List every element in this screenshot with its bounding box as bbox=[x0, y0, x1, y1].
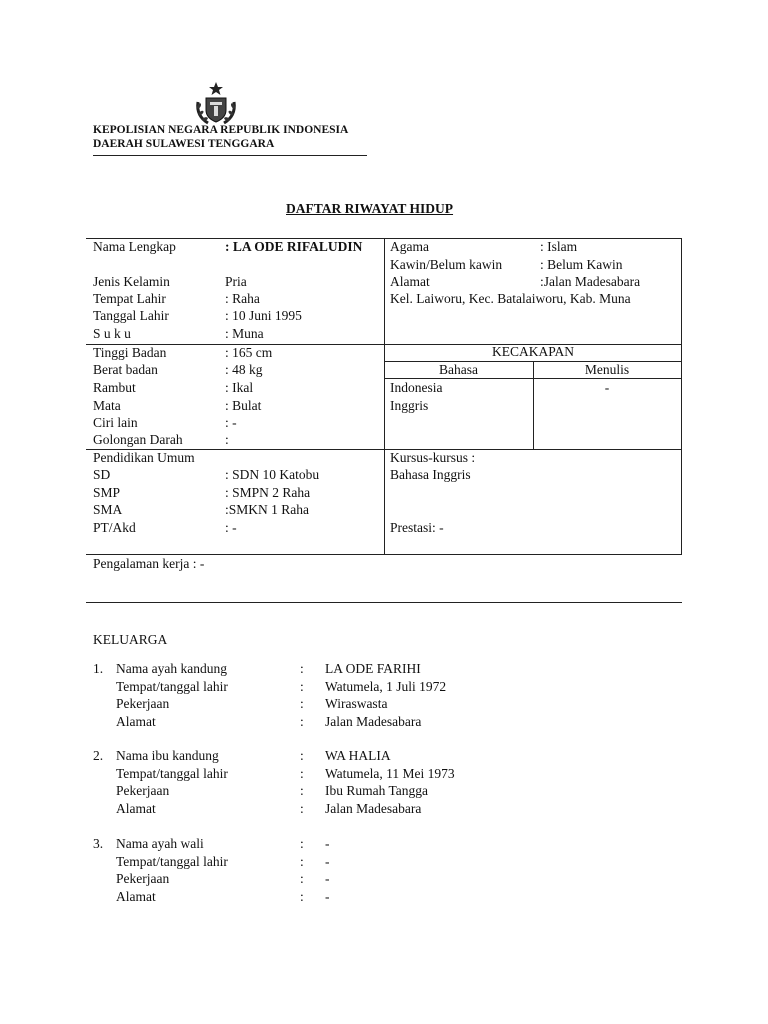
header-underline bbox=[93, 155, 367, 156]
birthdate-value: : 10 Juni 1995 bbox=[225, 308, 302, 323]
work-experience: Pengalaman kerja : - bbox=[93, 556, 205, 571]
family-field-separator: : bbox=[300, 678, 304, 694]
religion-label: Agama bbox=[390, 239, 429, 254]
address-label: Alamat bbox=[390, 274, 430, 289]
org-line-1: KEPOLISIAN NEGARA REPUBLIK INDONESIA bbox=[93, 124, 349, 136]
family-field-separator: : bbox=[300, 765, 304, 781]
sd-label: SD bbox=[93, 467, 111, 482]
family-field-label: Alamat bbox=[116, 888, 156, 904]
family-field-separator: : bbox=[300, 800, 304, 816]
family-item-number: 3. bbox=[93, 836, 104, 851]
family-item-number: 2. bbox=[93, 748, 104, 763]
family-field-label: Nama ibu kandung bbox=[116, 748, 219, 763]
family-field-separator: : bbox=[300, 748, 304, 763]
hair-label: Rambut bbox=[93, 380, 136, 395]
table-right-border bbox=[681, 238, 682, 554]
religion-value: : Islam bbox=[540, 239, 578, 254]
family-field-value: Ibu Rumah Tangga bbox=[325, 783, 429, 798]
family-field-separator: : bbox=[300, 871, 304, 886]
table-bottom-border bbox=[86, 602, 682, 603]
family-field-value: - bbox=[325, 836, 330, 851]
sma-label: SMA bbox=[93, 502, 123, 517]
family-field-label: Nama ayah kandung bbox=[116, 661, 227, 676]
table-center-divider bbox=[384, 238, 385, 554]
family-field-label: Tempat/tanggal lahir bbox=[116, 765, 228, 781]
skills-heading: KECAKAPAN bbox=[491, 344, 574, 359]
hair-value: : Ikal bbox=[225, 380, 254, 395]
family-field-value: Jalan Madesabara bbox=[325, 713, 422, 729]
address-line-2: Kel. Laiworu, Kec. Batalaiworu, Kab. Muna bbox=[390, 291, 631, 306]
gender-label: Jenis Kelamin bbox=[93, 274, 170, 289]
family-field-separator: : bbox=[300, 853, 304, 869]
height-label: Tinggi Badan bbox=[93, 345, 167, 360]
name-label: Nama Lengkap bbox=[93, 239, 176, 254]
family-field-separator: : bbox=[300, 661, 304, 676]
language-item: Inggris bbox=[390, 398, 429, 413]
family-field-value: - bbox=[325, 871, 330, 886]
family-field-label: Nama ayah wali bbox=[116, 836, 204, 851]
org-line-2: DAERAH SULAWESI TENGGARA bbox=[93, 138, 275, 150]
family-field-label: Tempat/tanggal lahir bbox=[116, 678, 228, 694]
table-mid-border-3 bbox=[86, 554, 682, 555]
weight-value: : 48 kg bbox=[225, 362, 263, 377]
family-field-value: Wiraswasta bbox=[325, 696, 388, 711]
smp-value: : SMPN 2 Raha bbox=[225, 485, 311, 500]
blood-type-value: : bbox=[225, 432, 229, 447]
police-emblem-icon bbox=[192, 80, 240, 126]
family-field-separator: : bbox=[300, 783, 304, 798]
family-field-label: Alamat bbox=[116, 800, 156, 816]
smp-label: SMP bbox=[93, 485, 121, 500]
eyes-label: Mata bbox=[93, 398, 121, 413]
education-heading: Pendidikan Umum bbox=[93, 450, 195, 465]
family-field-value: LA ODE FARIHI bbox=[325, 661, 421, 676]
sd-value: : SDN 10 Katobu bbox=[225, 467, 320, 482]
course-item: Bahasa Inggris bbox=[390, 467, 471, 482]
family-field-separator: : bbox=[300, 888, 304, 904]
language-item: Indonesia bbox=[390, 380, 443, 395]
weight-label: Berat badan bbox=[93, 362, 158, 377]
family-field-value: Watumela, 11 Mei 1973 bbox=[325, 765, 455, 781]
other-traits-value: : - bbox=[225, 415, 237, 430]
birthplace-value: : Raha bbox=[225, 291, 260, 306]
family-field-value: WA HALIA bbox=[325, 748, 391, 763]
courses-heading: Kursus-kursus : bbox=[390, 450, 476, 465]
family-field-separator: : bbox=[300, 713, 304, 729]
family-field-label: Pekerjaan bbox=[116, 696, 170, 711]
family-field-value: Watumela, 1 Juli 1972 bbox=[325, 678, 447, 694]
family-field-separator: : bbox=[300, 836, 304, 851]
pt-value: : - bbox=[225, 520, 237, 535]
eyes-value: : Bulat bbox=[225, 398, 262, 413]
marital-value: : Belum Kawin bbox=[540, 257, 623, 272]
family-field-label: Alamat bbox=[116, 713, 156, 729]
family-heading: KELUARGA bbox=[93, 632, 168, 647]
tribe-label: S u k u bbox=[93, 326, 131, 341]
family-field-label: Tempat/tanggal lahir bbox=[116, 853, 228, 869]
family-field-separator: : bbox=[300, 696, 304, 711]
sma-value: :SMKN 1 Raha bbox=[225, 502, 309, 517]
marital-label: Kawin/Belum kawin bbox=[390, 257, 503, 272]
height-value: : 165 cm bbox=[225, 345, 273, 360]
pt-label: PT/Akd bbox=[93, 520, 136, 535]
writing-value: - bbox=[604, 380, 610, 395]
family-field-value: Jalan Madesabara bbox=[325, 800, 422, 816]
family-field-value: - bbox=[325, 853, 330, 869]
family-item-number: 1. bbox=[93, 661, 104, 676]
skills-col-writing: Menulis bbox=[584, 362, 630, 377]
address-value: :Jalan Madesabara bbox=[540, 274, 641, 289]
family-field-label: Pekerjaan bbox=[116, 783, 170, 798]
family-field-label: Pekerjaan bbox=[116, 871, 170, 886]
other-traits-label: Ciri lain bbox=[93, 415, 138, 430]
achievement-text: Prestasi: - bbox=[390, 520, 444, 535]
blood-type-label: Golongan Darah bbox=[93, 432, 183, 447]
document-title: DAFTAR RIWAYAT HIDUP bbox=[286, 201, 454, 216]
family-field-value: - bbox=[325, 888, 330, 904]
name-value: : LA ODE RIFALUDIN bbox=[225, 239, 363, 254]
tribe-value: : Muna bbox=[225, 326, 264, 341]
birthplace-label: Tempat Lahir bbox=[93, 291, 166, 306]
skills-col-language: Bahasa bbox=[439, 362, 478, 377]
gender-value: Pria bbox=[225, 274, 247, 289]
birthdate-label: Tanggal Lahir bbox=[93, 308, 169, 323]
